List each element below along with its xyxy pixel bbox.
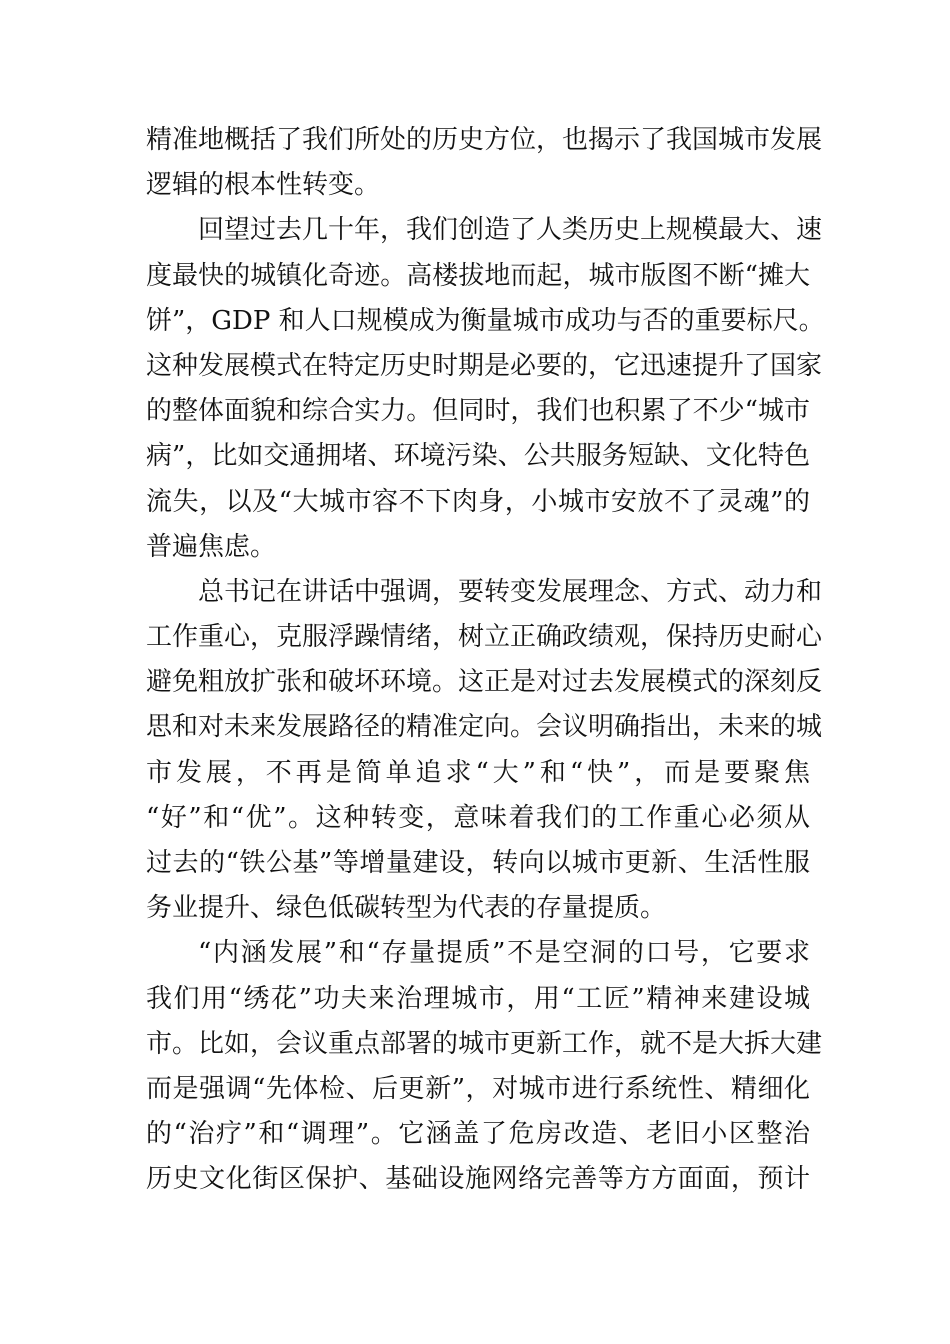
- text-line: 度最快的城镇化奇迹。高楼拔地而起，城市版图不断“摊大: [146, 260, 810, 291]
- text-line: 工作重心，克服浮躁情绪，树立正确政绩观，保持历史耐心: [146, 622, 823, 653]
- text-line: 务业提升、绿色低碳转型为代表的存量提质。: [146, 893, 667, 924]
- text-line: 普遍焦虑。: [146, 531, 277, 562]
- text-line: 病”，比如交通拥堵、环境污染、公共服务短缺、文化特色: [146, 441, 810, 472]
- text-line: 而是强调“先体检、后更新”，对城市进行系统性、精细化: [146, 1073, 810, 1104]
- text-line: 回望过去几十年，我们创造了人类历史上规模最大、速: [198, 215, 823, 246]
- text-line: 精准地概括了我们所处的历史方位，也揭示了我国城市发展: [146, 125, 823, 155]
- text-line: 流失，以及“大城市容不下肉身，小城市安放不了灵魂”的: [146, 486, 810, 517]
- text-line: 历史文化街区保护、基础设施网络完善等方方面面，预计: [146, 1164, 810, 1195]
- text-line: “内涵发展”和“存量提质”不是空洞的口号，它要求: [198, 938, 810, 969]
- text-line: 我们用“绣花”功夫来治理城市，用“工匠”精神来建设城: [146, 983, 810, 1014]
- text-line: “好”和“优”。这种转变，意味着我们的工作重心必须从: [146, 802, 810, 833]
- text-line: 逻辑的根本性转变。: [146, 170, 381, 201]
- text-line: 避免粗放扩张和破坏环境。这正是对过去发展模式的深刻反: [146, 667, 823, 698]
- text-line: 市发展，不再是简单追求“大”和“快”，而是要聚焦: [146, 757, 810, 788]
- text-line: 饼”，GDP 和人口规模成为衡量城市成功与否的重要标尺。: [146, 305, 825, 336]
- text-line: 的整体面貌和综合实力。但同时，我们也积累了不少“城市: [146, 396, 810, 427]
- text-line: 市。比如，会议重点部署的城市更新工作，就不是大拆大建: [146, 1028, 823, 1059]
- body-text: [146, 118, 825, 1203]
- text-line: 过去的“铁公基”等增量建设，转向以城市更新、生活性服: [146, 848, 810, 878]
- text-line: 的“治疗”和“调理”。它涵盖了危房改造、老旧小区整治: [146, 1119, 810, 1150]
- text-line: 总书记在讲话中强调，要转变发展理念、方式、动力和: [198, 576, 823, 607]
- text-line: 这种发展模式在特定历史时期是必要的，它迅速提升了国家: [146, 350, 823, 381]
- text-line: 思和对未来发展路径的精准定向。会议明确指出，未来的城: [146, 712, 823, 743]
